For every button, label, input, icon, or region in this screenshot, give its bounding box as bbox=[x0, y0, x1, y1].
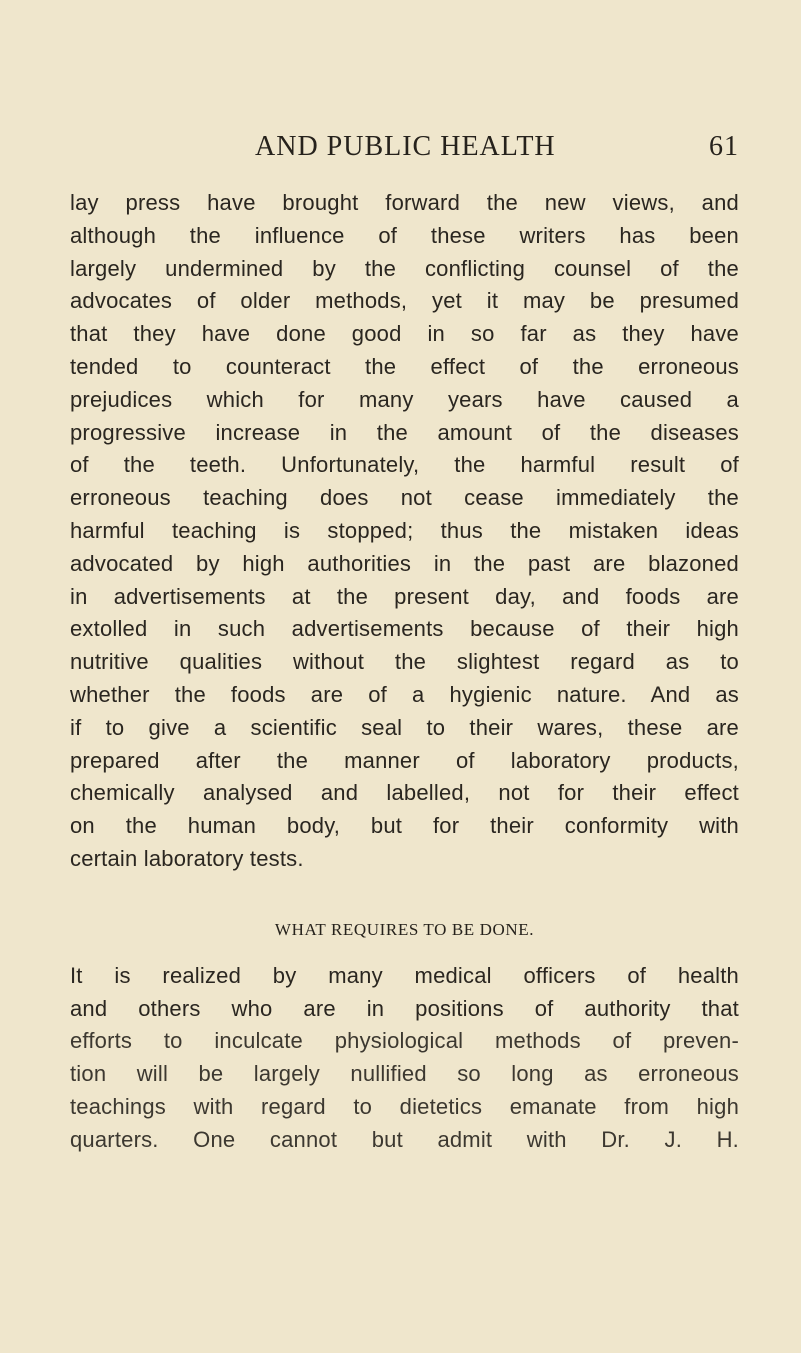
section-heading: WHAT REQUIRES TO BE DONE. bbox=[274, 919, 535, 939]
paragraph-2 bbox=[70, 960, 739, 1157]
text-line: It is realized by many medical officers of health bbox=[70, 962, 739, 988]
text-line: advocated by high authorities in the past are blazoned bbox=[70, 550, 739, 576]
running-head bbox=[70, 131, 739, 171]
text-line: of the teeth. Unfortunately, the harmful result of bbox=[70, 452, 739, 478]
text-line: that they have done good in so far as they have bbox=[70, 321, 739, 347]
text-line: teachings with regard to dietetics emanate from high bbox=[70, 1093, 739, 1119]
text-line: chemically analysed and labelled, not for their effect bbox=[70, 780, 739, 806]
text-line: on the human body, but for their conformity with bbox=[70, 813, 739, 839]
text-line: quarters. One cannot but admit with Dr. J. H. bbox=[70, 1126, 739, 1152]
text-line: if to give a scientific seal to their wares, these are bbox=[70, 714, 739, 740]
text-line: harmful teaching is stopped; thus the mistaken ideas bbox=[70, 517, 739, 543]
text-line: although the influence of these writers has been bbox=[70, 222, 739, 248]
paragraph-1 bbox=[70, 187, 739, 876]
text-line: tended to counteract the effect of the erroneous bbox=[70, 353, 739, 379]
text-line: erroneous teaching does not cease immediately the bbox=[70, 485, 739, 511]
text-line: extolled in such advertisements because of their high bbox=[70, 616, 739, 642]
text-line: lay press have brought forward the new views, and bbox=[70, 190, 739, 215]
text-line: nutritive qualities without the slightest regard as to bbox=[70, 649, 739, 675]
text-line: whether the foods are of a hygienic nature. And as bbox=[70, 681, 739, 707]
text-line: certain laboratory tests. bbox=[70, 845, 304, 871]
page-number: 61 bbox=[709, 131, 739, 162]
text-line: in advertisements at the present day, and foods are bbox=[70, 583, 739, 609]
running-title: AND PUBLIC HEALTH bbox=[255, 131, 556, 162]
text-line: tion will be largely nullified so long as erroneous bbox=[70, 1061, 739, 1087]
text-line: prepared after the manner of laboratory products, bbox=[70, 747, 739, 773]
text-line: and others who are in positions of authority that bbox=[70, 995, 739, 1021]
text-line: prejudices which for many years have caused a bbox=[70, 386, 739, 412]
text-line: efforts to inculcate physiological methods of preven- bbox=[70, 1028, 739, 1054]
text-line: largely undermined by the conflicting counsel of the bbox=[70, 255, 739, 281]
text-line: advocates of older methods, yet it may be presumed bbox=[70, 288, 739, 314]
text-line: progressive increase in the amount of the diseases bbox=[70, 419, 739, 445]
